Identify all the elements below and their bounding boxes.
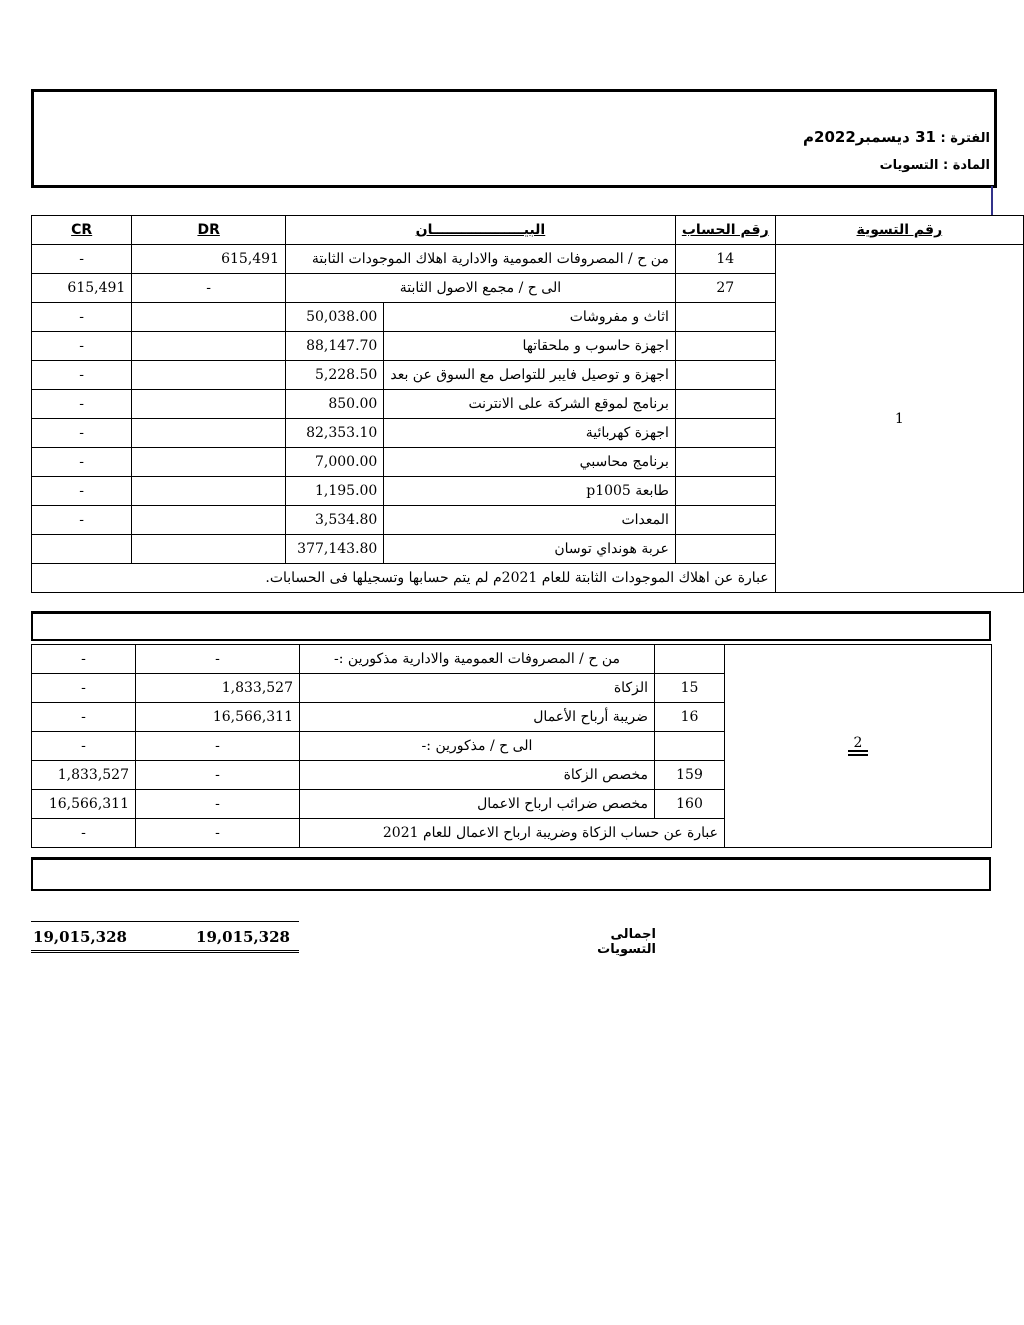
adjustment-number-2 (725, 645, 992, 848)
cr-cell: - (32, 448, 132, 477)
adjustment-1-table (31, 215, 1024, 593)
dr-cell: 16,566,311 (136, 703, 300, 732)
adjustment-2-note: عبارة عن حساب الزكاة وضريبة ارباح الاعمال للعام 2021 (300, 819, 725, 848)
account-cell (675, 419, 775, 448)
cr-cell: - (32, 245, 132, 274)
account-cell (655, 732, 725, 761)
period-value: 31 ديسمبر2022م (803, 128, 936, 146)
account-cell: 16 (655, 703, 725, 732)
period-line (803, 128, 990, 146)
dr-cell: 615,491 (132, 245, 286, 274)
dr-cell: - (136, 645, 300, 674)
subject-label: المادة : (942, 158, 990, 173)
account-cell (675, 477, 775, 506)
dr-cell: - (136, 761, 300, 790)
report-header (31, 89, 997, 188)
asset-name: برنامج محاسبي (384, 448, 676, 477)
section-separator (31, 857, 991, 891)
totals-top-rule (31, 921, 299, 922)
account-cell: 15 (655, 674, 725, 703)
statement-cell: مخصص ضرائب ارباح الاعمال (300, 790, 655, 819)
statement-cell: من ح / المصروفات العمومية والادارية اهلاك الموجودات الثابتة (286, 245, 676, 274)
dr-cell (132, 506, 286, 535)
subject-line (880, 158, 990, 173)
dr-header: DR (132, 216, 286, 245)
cr-cell: - (32, 390, 132, 419)
cr-cell: - (32, 477, 132, 506)
statement-cell: من ح / المصروفات العمومية والادارية مذكورين :- (300, 645, 655, 674)
cr-cell: - (32, 645, 136, 674)
account-no-header: رقم الحساب (675, 216, 775, 245)
cr-cell: - (32, 332, 132, 361)
asset-name: اجهزة كهربائية (384, 419, 676, 448)
adjustment-number-1: 1 (775, 245, 1023, 593)
cr-cell: 16,566,311 (32, 790, 136, 819)
account-cell: 160 (655, 790, 725, 819)
dr-cell (132, 477, 286, 506)
dr-cell (132, 390, 286, 419)
cr-cell: 1,833,527 (32, 761, 136, 790)
account-cell (675, 332, 775, 361)
asset-amount: 377,143.80 (286, 535, 384, 564)
account-cell: 14 (675, 245, 775, 274)
account-cell (675, 535, 775, 564)
cr-cell: - (32, 419, 132, 448)
dr-cell (132, 303, 286, 332)
dr-cell: - (132, 274, 286, 303)
account-cell (675, 361, 775, 390)
account-cell: 159 (655, 761, 725, 790)
column-header-row (32, 216, 1024, 245)
table-row (32, 645, 992, 674)
asset-name: برنامج لموقع الشركة على الانترنت (384, 390, 676, 419)
cr-header: CR (32, 216, 132, 245)
account-cell (675, 506, 775, 535)
statement-header: البيـــــــــــــــــــان (286, 216, 676, 245)
asset-amount: 82,353.10 (286, 419, 384, 448)
statement-cell: الى ح / مجمع الاصول الثابتة (286, 274, 676, 303)
table-row (32, 245, 1024, 274)
total-dr: 19,015,328 (196, 928, 290, 946)
cr-cell: - (32, 703, 136, 732)
dr-cell (132, 419, 286, 448)
asset-amount: 88,147.70 (286, 332, 384, 361)
asset-amount: 850.00 (286, 390, 384, 419)
statement-cell: الى ح / مذكورين :- (300, 732, 655, 761)
adjustment-number-2-text: 2 (848, 737, 869, 756)
adjustment-no-header: رقم التسوية (775, 216, 1023, 245)
asset-amount: 1,195.00 (286, 477, 384, 506)
asset-amount: 50,038.00 (286, 303, 384, 332)
statement-cell: ضريبة أرباح الأعمال (300, 703, 655, 732)
cr-cell: - (32, 819, 136, 848)
cr-cell (32, 535, 132, 564)
asset-name: اجهزة حاسوب و ملحقاتها (384, 332, 676, 361)
edge-marker (991, 186, 993, 216)
asset-name: اثاث و مفروشات (384, 303, 676, 332)
asset-name: طابعة p1005 (384, 477, 676, 506)
dr-cell: - (136, 732, 300, 761)
adjustment-2-table (31, 644, 992, 848)
statement-cell: الزكاة (300, 674, 655, 703)
cr-cell: 615,491 (32, 274, 132, 303)
dr-cell (132, 448, 286, 477)
dr-cell: - (136, 819, 300, 848)
statement-cell: مخصص الزكاة (300, 761, 655, 790)
account-cell (675, 448, 775, 477)
asset-name: اجهزة و توصيل فايبر للتواصل مع السوق عن بعد (384, 361, 676, 390)
asset-name: عربة هونداي توسان (384, 535, 676, 564)
asset-amount: 7,000.00 (286, 448, 384, 477)
cr-cell: - (32, 303, 132, 332)
totals-label: اجمالى التسويات (597, 927, 656, 957)
account-cell (675, 390, 775, 419)
totals-double-rule (31, 950, 299, 955)
dr-cell (132, 535, 286, 564)
dr-cell (132, 361, 286, 390)
period-label: الفترة : (940, 131, 990, 146)
section-separator (31, 611, 991, 641)
asset-name: المعدات (384, 506, 676, 535)
account-cell (655, 645, 725, 674)
asset-amount: 5,228.50 (286, 361, 384, 390)
dr-cell: 1,833,527 (136, 674, 300, 703)
cr-cell: - (32, 361, 132, 390)
cr-cell: - (32, 674, 136, 703)
dr-cell: - (136, 790, 300, 819)
dr-cell (132, 332, 286, 361)
total-cr: 19,015,328 (33, 928, 127, 946)
account-cell: 27 (675, 274, 775, 303)
cr-cell: - (32, 732, 136, 761)
subject-value: التسويات (879, 158, 939, 173)
adjustment-1-note: عبارة عن اهلاك الموجودات الثابتة للعام 2021م لم يتم حسابها وتسجيلها فى الحسابات. (32, 564, 776, 593)
cr-cell: - (32, 506, 132, 535)
asset-amount: 3,534.80 (286, 506, 384, 535)
account-cell (675, 303, 775, 332)
